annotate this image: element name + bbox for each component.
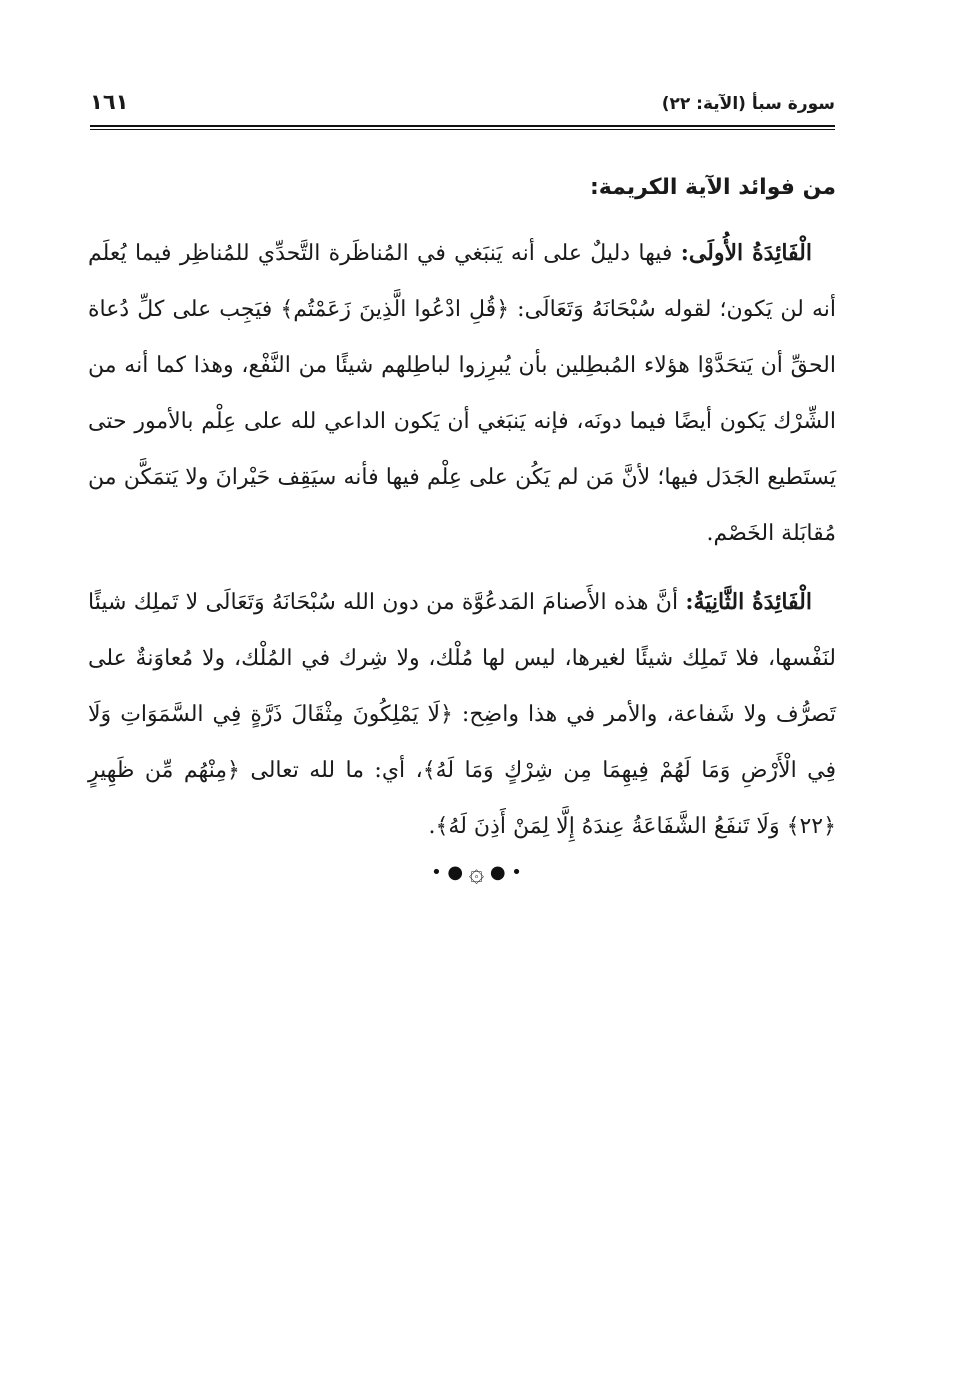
section-heading: من فوائد الآية الكريمة: <box>589 175 836 200</box>
dot-icon: • <box>511 862 522 883</box>
dot-icon: ● <box>447 862 464 883</box>
section-end-ornament <box>0 858 953 888</box>
benefit-paragraph-1 <box>88 225 836 562</box>
header-divider <box>90 125 835 130</box>
benefit-1-title: الْفَائِدَةُ الأُولَى: <box>680 240 812 267</box>
flower-ornament-icon: ۞ <box>468 858 485 888</box>
dot-icon: • <box>431 862 442 883</box>
benefit-2-title: الْفَائِدَةُ الثَّانِيَةُ: <box>685 589 812 616</box>
main-text <box>88 170 836 867</box>
benefit-paragraph-2 <box>88 574 836 855</box>
dot-icon: ● <box>489 862 506 883</box>
surah-title: سورة سبأ (الآية: ٢٢) <box>661 94 835 114</box>
benefit-2-body: أنَّ هذه الأَصنامَ المَدعُوَّة من دون الله سُبْحَانَهُ وَتَعَالَى لا تَملِك شيئًا لنَفْسها، فلا تَملِك شيئًا لغيرها، ليس لها مُلْك، ولا شِرك في المُلْك، ولا مُعاوَنةٌ على تَصرُّف ولا شَفاعة، والأمر في هذا واضِح: ﴿لَا يَمْلِكُونَ مِثْقَالَ ذَرَّةٍ فِي السَّمَوَاتِ وَلَا فِي الْأَرْضِ وَمَا لَهُمْ فِيهِمَا مِن شِرْكٍ وَمَا لَهُ﴾، أي: ما لله تعالى ﴿مِنْهُم مِّن ظَهِيرٍ ﴿٢٢﴾ وَلَا تَنفَعُ الشَّفَاعَةُ عِندَهُ إِلَّا لِمَنْ أَذِنَ لَهُ﴾. <box>88 590 836 840</box>
benefit-1-body: فيها دليلٌ على أنه يَنبَغي في المُناظَرة التَّحدِّي للمُناظِر فيما يُعلَم أنه لن يَكون؛ لقوله سُبْحَانَهُ وَتَعَالَى: ﴿قُلِ ادْعُوا الَّذِينَ زَعَمْتُم﴾ فيَجِب على كلِّ دُعاة الحقِّ أن يَتحَدَّوْا هؤلاء المُبطِلين بأن يُبرِزوا لباطِلهم شيئًا من النَّفْع، وهذا كما أنه من الشِّرْك يَكون أيضًا فيما دونَه، فإنه يَنبَغي أن يَكون الداعي لله على عِلْم بالأمور حتى يَستَطيع الجَدَل فيها؛ لأنَّ مَن لم يَكُن على عِلْم فيها فأنه سيَقِف حَيْرانَ ولا يَتمَكَّن من مُقابَلة الخَصْم. <box>88 241 836 547</box>
page-number: ١٦١ <box>90 90 129 114</box>
running-header <box>90 88 835 128</box>
